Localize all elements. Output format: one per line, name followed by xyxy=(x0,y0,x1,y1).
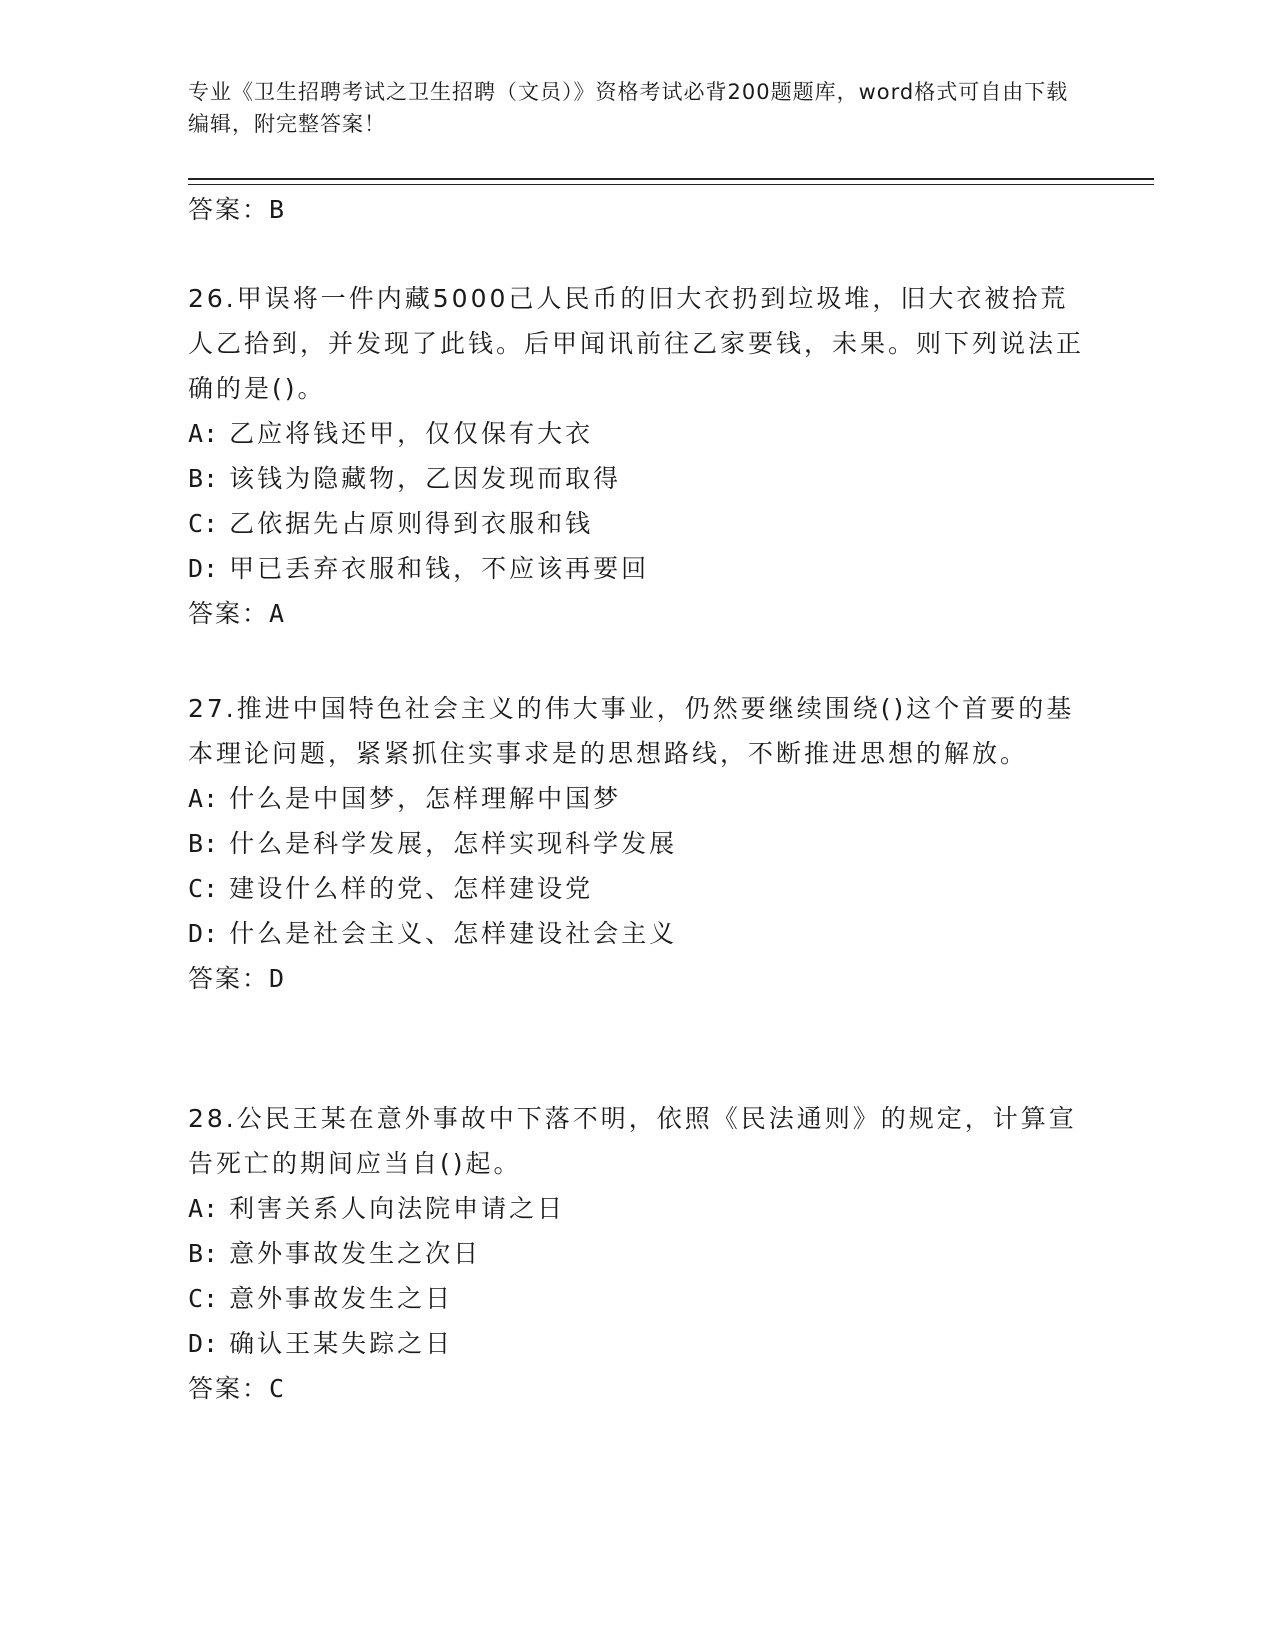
option-text: 利害关系人向法院申请之日 xyxy=(229,1194,566,1223)
option-key: B: xyxy=(188,464,219,493)
option-key: C: xyxy=(188,1284,219,1313)
question-26 xyxy=(188,276,1088,636)
option-key: D: xyxy=(188,554,219,583)
answer-label: 答案： xyxy=(188,1374,270,1403)
option-text: 乙依据先占原则得到衣服和钱 xyxy=(229,509,594,538)
question-27 xyxy=(188,686,1088,1001)
option-d xyxy=(188,911,1088,956)
answer-label: 答案： xyxy=(188,599,270,628)
option-key: D: xyxy=(188,919,219,948)
option-b xyxy=(188,456,1088,501)
option-text: 什么是中国梦，怎样理解中国梦 xyxy=(229,784,622,813)
option-text: 建设什么样的党、怎样建设党 xyxy=(229,874,594,903)
answer-value: B xyxy=(269,195,287,224)
option-a xyxy=(188,1186,1088,1231)
answer-label: 答案： xyxy=(188,195,270,224)
option-a xyxy=(188,776,1088,821)
answer-value: C xyxy=(269,1374,287,1403)
option-c xyxy=(188,866,1088,911)
option-key: B: xyxy=(188,829,219,858)
option-key: A: xyxy=(188,784,219,813)
question-stem: 27.推进中国特色社会主义的伟大事业，仍然要继续围绕()这个首要的基本理论问题，紧紧抓住实事求是的思想路线，不断推进思想的解放。 xyxy=(188,694,1075,768)
question-answer xyxy=(188,956,1088,1001)
option-b xyxy=(188,1231,1088,1276)
option-key: B: xyxy=(188,1239,219,1268)
option-text: 什么是科学发展，怎样实现科学发展 xyxy=(229,829,678,858)
answer-label: 答案： xyxy=(188,964,270,993)
option-d xyxy=(188,546,1088,591)
option-c xyxy=(188,501,1088,546)
carryover-answer xyxy=(188,190,286,226)
question-28 xyxy=(188,1096,1088,1411)
option-key: C: xyxy=(188,874,219,903)
question-answer xyxy=(188,591,1088,636)
question-stem: 26.甲误将一件内藏5000己人民币的旧大衣扔到垃圾堆，旧大衣被拾荒人乙拾到，并发现了此钱。后甲闻讯前往乙家要钱，未果。则下列说法正确的是()。 xyxy=(188,284,1085,403)
option-a xyxy=(188,411,1088,456)
option-text: 乙应将钱还甲，仅仅保有大衣 xyxy=(229,419,594,448)
answer-value: A xyxy=(269,599,287,628)
option-text: 该钱为隐藏物，乙因发现而取得 xyxy=(229,464,622,493)
option-text: 意外事故发生之日 xyxy=(229,1284,454,1313)
option-key: C: xyxy=(188,509,219,538)
option-text: 甲已丢弃衣服和钱，不应该再要回 xyxy=(229,554,650,583)
question-stem: 28.公民王某在意外事故中下落不明，依照《民法通则》的规定，计算宣告死亡的期间应当自()起。 xyxy=(188,1104,1077,1178)
option-d xyxy=(188,1321,1088,1366)
header-divider xyxy=(188,178,1154,185)
option-text: 意外事故发生之次日 xyxy=(229,1239,482,1268)
question-answer xyxy=(188,1366,1088,1411)
option-key: A: xyxy=(188,1194,219,1223)
document-header-text: 专业《卫生招聘考试之卫生招聘（文员）》资格考试必背200题题库，word格式可自由下载编辑，附完整答案！ xyxy=(188,80,1069,136)
option-c xyxy=(188,1276,1088,1321)
answer-value: D xyxy=(269,964,287,993)
option-text: 什么是社会主义、怎样建设社会主义 xyxy=(229,919,678,948)
option-b xyxy=(188,821,1088,866)
option-key: A: xyxy=(188,419,219,448)
option-text: 确认王某失踪之日 xyxy=(229,1329,454,1358)
option-key: D: xyxy=(188,1329,219,1358)
